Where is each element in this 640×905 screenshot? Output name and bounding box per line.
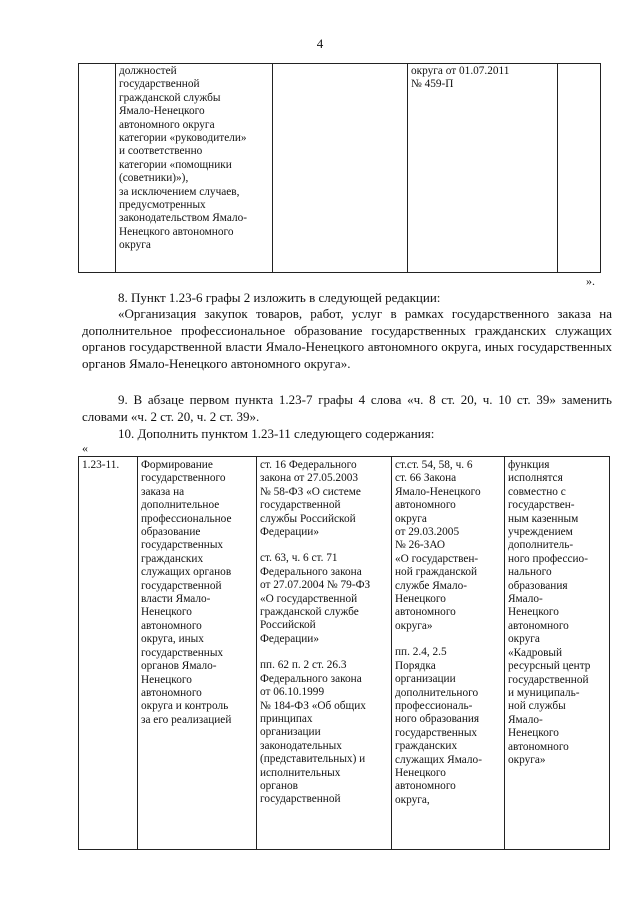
cell-line: пп. 62 п. 2 ст. 26.3 xyxy=(260,659,347,672)
table-top-col2 xyxy=(116,64,273,273)
open-quote: « xyxy=(82,441,88,455)
cell-line: ным казенным xyxy=(508,512,579,525)
cell-line: № 26-ЗАО xyxy=(395,539,446,552)
cell-line: Федерального закона xyxy=(260,672,362,685)
cell-line: «О государствен- xyxy=(395,552,479,565)
cell-line: закона от 27.05.2003 xyxy=(260,472,359,485)
cell-line: от 29.03.2005 xyxy=(395,526,460,539)
cell-line: власти Ямало- xyxy=(141,593,211,606)
cell-line: категории «руководители» xyxy=(119,132,247,145)
cell-line: Ненецкого автономного xyxy=(119,225,234,238)
cell-line: организации xyxy=(260,726,321,739)
cell-line: Федерального закона xyxy=(260,565,362,578)
cell-line: заказа на xyxy=(141,485,185,498)
cell-line: ст. 66 Закона xyxy=(395,472,457,485)
paragraph-8-quote: «Организация закупок товаров, работ, услуг в рамках государственного заказа на дополнительное профессиональное образование государственных гражданских служащих органов государственной власти Ямало-Ненецкого автономного округа, иных государственных органов Ямало-Ненецкого автономного округа». xyxy=(82,306,612,371)
table-top-col5-empty xyxy=(558,64,601,273)
cell-line: ст. 63, ч. 6 ст. 71 xyxy=(260,552,338,565)
cell-line: организации xyxy=(395,673,456,686)
cell-line: ресурсный центр xyxy=(508,660,591,673)
cell-line: и муниципаль- xyxy=(508,686,580,699)
cell-line: Ненецкого xyxy=(395,766,446,779)
cell-line: профессиональное xyxy=(141,512,232,525)
cell-line: округа xyxy=(508,633,540,646)
cell-line: за его реализацией xyxy=(141,713,232,726)
cell-line: № 58-ФЗ «О системе xyxy=(260,485,361,498)
cell-line: Ненецкого xyxy=(508,606,559,619)
table-top-continuation xyxy=(78,63,601,273)
cell-line: гражданских xyxy=(395,740,458,753)
cell-line: Ненецкого xyxy=(141,606,192,619)
cell-line: государственной xyxy=(141,579,222,592)
cell-line: автономного xyxy=(141,686,202,699)
cell-line: дополнительного xyxy=(395,686,479,699)
col-notes xyxy=(505,457,610,850)
cell-line: государственной xyxy=(508,673,589,686)
cell-line: предусмотренных xyxy=(119,199,206,212)
cell-line: Ямало-Ненецкого xyxy=(119,105,205,118)
cell-line: органов Ямало- xyxy=(141,660,217,673)
cell-line: государственных xyxy=(141,539,224,552)
cell-line: образования xyxy=(508,579,568,592)
cell-line: гражданских xyxy=(141,552,204,565)
row-number: 1.23-11. xyxy=(79,457,138,850)
end-quote: ». xyxy=(586,274,595,288)
cell-line: Федерации» xyxy=(260,632,319,645)
cell-line: округа» xyxy=(395,619,433,632)
cell-line: округа от 01.07.2011 xyxy=(411,65,510,77)
cell-line: государствен- xyxy=(508,499,575,512)
cell-line: принципах xyxy=(260,712,313,725)
cell-line: ной гражданской xyxy=(395,566,478,579)
cell-line: Ненецкого xyxy=(508,727,559,740)
cell-line: государственной xyxy=(119,78,200,91)
cell-line: ст.ст. 54, 58, ч. 6 xyxy=(395,459,473,471)
cell-line: «О государственной xyxy=(260,592,358,605)
cell-line: округа, xyxy=(395,793,430,806)
cell-line: государственного xyxy=(141,472,226,485)
cell-line: автономного xyxy=(395,606,456,619)
cell-line: Ненецкого xyxy=(141,673,192,686)
paragraph-8: 8. Пункт 1.23-6 графы 2 изложить в следующей редакции: xyxy=(118,290,441,305)
col-regional-laws xyxy=(392,457,505,850)
table-top-col1-empty xyxy=(79,64,116,273)
cell-line: и соответственно xyxy=(119,145,203,158)
cell-line: учреждением xyxy=(508,526,573,539)
cell-line: автономного xyxy=(395,780,456,793)
cell-line: дополнитель- xyxy=(508,539,574,552)
paragraph-9: 9. В абзаце первом пункта 1.23-7 графы 4 слова «ч. 8 ст. 20, ч. 10 ст. 39» заменить словами «ч. 2 ст. 20, ч. 2 ст. 39». xyxy=(82,392,612,424)
cell-line: Формирование xyxy=(141,459,213,471)
cell-line: за исключением случаев, xyxy=(119,185,240,198)
cell-line: Порядка xyxy=(395,659,436,672)
col-function-name xyxy=(138,457,257,850)
table-main xyxy=(78,456,610,850)
cell-line: государственной xyxy=(260,793,341,806)
cell-line: профессиональ- xyxy=(395,699,473,712)
cell-line: функция xyxy=(508,459,550,471)
cell-line: округа, иных xyxy=(141,633,204,646)
page-number: 4 xyxy=(316,36,324,51)
cell-line: округа xyxy=(395,512,427,525)
cell-line: «Кадровый xyxy=(508,646,563,659)
cell-line: от 27.07.2004 № 79-ФЗ xyxy=(260,579,371,592)
cell-line: нального xyxy=(508,566,552,579)
cell-line: (представительных) и xyxy=(260,753,366,766)
cell-line: автономного xyxy=(508,740,569,753)
cell-line: категории «помощники xyxy=(119,158,232,171)
cell-line: государственных xyxy=(395,726,478,739)
cell-line: исполнятся xyxy=(508,472,563,485)
cell-line: Федерации» xyxy=(260,526,319,539)
cell-line: должностей xyxy=(119,65,177,77)
cell-line: служащих органов xyxy=(141,566,232,579)
cell-line: ного образования xyxy=(395,713,480,726)
cell-line: автономного xyxy=(395,499,456,512)
cell-line: Ямало- xyxy=(508,593,543,606)
cell-line: службе Ямало- xyxy=(395,579,468,592)
cell-line: дополнительное xyxy=(141,499,220,512)
cell-line: совместно с xyxy=(508,485,566,498)
cell-line: законодательством Ямало- xyxy=(119,212,247,225)
cell-line: округа xyxy=(119,239,151,252)
cell-line: ного профессио- xyxy=(508,552,588,565)
cell-line: № 459-П xyxy=(411,78,454,91)
table-top-col3-empty xyxy=(273,64,408,273)
cell-line: образование xyxy=(141,526,201,539)
paragraph-10: 10. Дополнить пунктом 1.23-11 следующего содержания: xyxy=(118,426,435,441)
cell-line: автономного округа xyxy=(119,118,215,131)
table-top-col4 xyxy=(408,64,558,273)
cell-line: округа и контроль xyxy=(141,700,229,713)
cell-line: служащих Ямало- xyxy=(395,753,482,766)
cell-line: органов xyxy=(260,779,298,792)
cell-line: ной службы xyxy=(508,700,566,713)
cell-line: исполнительных xyxy=(260,766,341,779)
cell-line: Ненецкого xyxy=(395,593,446,606)
cell-line: Российской xyxy=(260,619,316,632)
cell-line: службы Российской xyxy=(260,512,356,525)
cell-line: пп. 2.4, 2.5 xyxy=(395,646,447,659)
cell-line: государственной xyxy=(260,499,341,512)
cell-line: Ямало- xyxy=(508,713,543,726)
cell-line: от 06.10.1999 xyxy=(260,686,325,699)
cell-line: законодательных xyxy=(260,739,342,752)
cell-line: Ямало-Ненецкого xyxy=(395,485,481,498)
cell-line: (советники)»), xyxy=(119,172,189,185)
cell-line: автономного xyxy=(141,619,202,632)
cell-line: государственных xyxy=(141,646,224,659)
cell-line: гражданской службе xyxy=(260,606,359,619)
cell-line: № 184-ФЗ «Об общих xyxy=(260,699,366,712)
cell-line: автономного xyxy=(508,619,569,632)
cell-line: гражданской службы xyxy=(119,91,221,104)
col-federal-laws xyxy=(257,457,392,850)
cell-line: округа» xyxy=(508,753,546,766)
cell-line: ст. 16 Федерального xyxy=(260,459,357,471)
